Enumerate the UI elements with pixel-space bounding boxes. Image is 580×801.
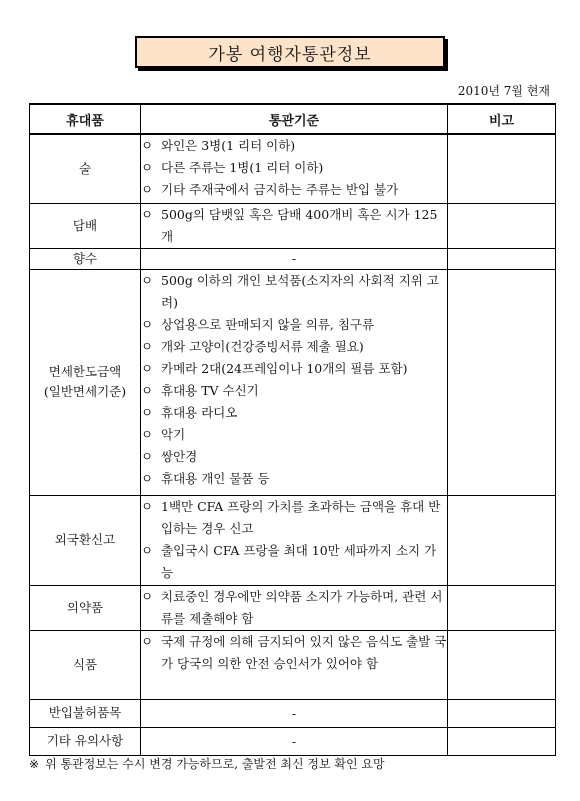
bullet-icon: ㅇ — [141, 206, 154, 222]
bullet-icon: ㅇ — [141, 272, 154, 288]
row-criteria — [141, 269, 448, 495]
criteria-item — [141, 157, 447, 179]
criteria-text: 치료중인 경우에만 의약품 소지가 가능하며, 관련 서류를 제출해야 함 — [161, 588, 443, 626]
table-row — [30, 630, 556, 699]
row-remarks — [448, 699, 556, 727]
customs-table — [29, 103, 556, 756]
criteria-item — [141, 496, 447, 540]
criteria-text: 1백만 CFA 프랑의 가치를 초과하는 금액을 휴대 반입하는 경우 신고 — [161, 498, 441, 536]
footnote-text: 위 통관정보는 수시 변경 가능하므로, 출발전 최신 정보 확인 요망 — [45, 757, 385, 771]
row-remarks — [448, 585, 556, 630]
row-category: 식품 — [30, 630, 141, 699]
criteria-list — [141, 204, 447, 248]
row-remarks — [448, 134, 556, 203]
bullet-icon: ㅇ — [141, 404, 154, 420]
criteria-text: 개와 고양이(건강증빙서류 제출 필요) — [161, 338, 364, 354]
bullet-icon: ㅇ — [141, 138, 154, 153]
table-row — [30, 134, 556, 203]
criteria-text: 와인은 3병(1 리터 이하) — [161, 138, 296, 153]
header-criteria: 통관기준 — [141, 104, 448, 134]
row-remarks — [448, 727, 556, 755]
page-title: 가봉 여행자통관정보 — [208, 44, 372, 65]
row-category: 외국환신고 — [30, 495, 141, 585]
row-criteria — [141, 134, 448, 203]
criteria-item — [141, 314, 447, 336]
criteria-item — [141, 204, 447, 248]
row-criteria — [141, 585, 448, 630]
criteria-text: 국제 규정에 의해 금지되어 있지 않은 음식도 출발 국가 당국의 의한 안전 승인서가 있어야 함 — [161, 633, 447, 671]
bullet-icon: ㅇ — [141, 470, 154, 486]
bullet-icon: ㅇ — [141, 360, 154, 376]
criteria-item — [141, 446, 447, 468]
row-category: 향수 — [30, 248, 141, 269]
table-row — [30, 495, 556, 585]
criteria-list — [141, 631, 447, 675]
criteria-item — [141, 380, 447, 402]
row-remarks — [448, 630, 556, 699]
table-row — [30, 727, 556, 755]
criteria-text: 기타 주재국에서 금지하는 주류는 반입 불가 — [161, 182, 399, 197]
criteria-list — [141, 135, 447, 201]
criteria-item — [141, 424, 447, 446]
criteria-text: 카메라 2대(24프레임이나 10개의 필름 포함) — [161, 360, 408, 376]
criteria-item — [141, 179, 447, 201]
row-remarks — [448, 203, 556, 248]
row-category: 담배 — [30, 203, 141, 248]
bullet-icon: ㅇ — [141, 316, 154, 332]
bullet-icon: ㅇ — [141, 633, 154, 649]
row-category: 술 — [30, 134, 141, 203]
criteria-text: 상업용으로 판매되지 않을 의류, 침구류 — [161, 316, 375, 332]
criteria-text: 휴대용 라디오 — [161, 404, 238, 420]
criteria-text: 휴대용 TV 수신기 — [161, 382, 259, 398]
table-row — [30, 203, 556, 248]
table-row — [30, 269, 556, 495]
bullet-icon: ㅇ — [141, 448, 154, 464]
row-category: 의약품 — [30, 585, 141, 630]
bullet-icon: ㅇ — [141, 182, 154, 197]
criteria-text: 휴대용 개인 물품 등 — [161, 470, 270, 486]
criteria-text: 악기 — [161, 426, 186, 442]
row-remarks — [448, 269, 556, 495]
row-category: 면세한도금액 (일반면세기준) — [30, 269, 141, 495]
row-criteria-dash: - — [141, 699, 448, 727]
criteria-text: 다른 주류는 1병(1 리터 이하) — [161, 160, 324, 175]
criteria-item — [141, 358, 447, 380]
bullet-icon: ㅇ — [141, 588, 154, 604]
criteria-list — [141, 586, 447, 630]
criteria-item — [141, 270, 447, 314]
title-box — [135, 36, 445, 68]
row-category: 반입불허품목 — [30, 699, 141, 727]
header-remarks: 비고 — [448, 104, 556, 134]
table-header-row — [30, 104, 556, 134]
row-criteria-dash: - — [141, 727, 448, 755]
bullet-icon: ㅇ — [141, 382, 154, 398]
criteria-list — [141, 270, 447, 490]
table-row — [30, 585, 556, 630]
row-criteria-dash: - — [141, 248, 448, 269]
date-note: 2010년 7월 현재 — [457, 84, 550, 98]
bullet-icon: ㅇ — [141, 542, 154, 558]
row-criteria — [141, 630, 448, 699]
row-remarks — [448, 248, 556, 269]
criteria-item — [141, 402, 447, 424]
table-row — [30, 699, 556, 727]
bullet-icon: ㅇ — [141, 426, 154, 442]
criteria-item — [141, 135, 447, 157]
criteria-item — [141, 468, 447, 490]
criteria-item — [141, 336, 447, 358]
table-body — [30, 134, 556, 755]
bullet-icon: ㅇ — [141, 160, 154, 175]
header-item: 휴대품 — [30, 104, 141, 134]
row-remarks — [448, 495, 556, 585]
criteria-text: 500g 이하의 개인 보석품(소지자의 사회적 지위 고려) — [161, 272, 439, 310]
criteria-text: 500g의 담뱃잎 혹은 담배 400개비 혹은 시가 125개 — [161, 206, 438, 244]
row-criteria — [141, 495, 448, 585]
bullet-icon: ㅇ — [141, 498, 154, 514]
criteria-text: 출입국시 CFA 프랑을 최대 10만 세파까지 소지 가능 — [161, 542, 437, 580]
footnote — [29, 755, 385, 772]
criteria-text: 쌍안경 — [161, 448, 198, 464]
bullet-icon: ㅇ — [141, 338, 154, 354]
row-category: 기타 유의사항 — [30, 727, 141, 755]
criteria-item — [141, 586, 447, 630]
criteria-list — [141, 496, 447, 584]
table-row — [30, 248, 556, 269]
row-criteria — [141, 203, 448, 248]
footnote-mark: ※ — [29, 757, 40, 771]
criteria-item — [141, 631, 447, 675]
criteria-item — [141, 540, 447, 584]
